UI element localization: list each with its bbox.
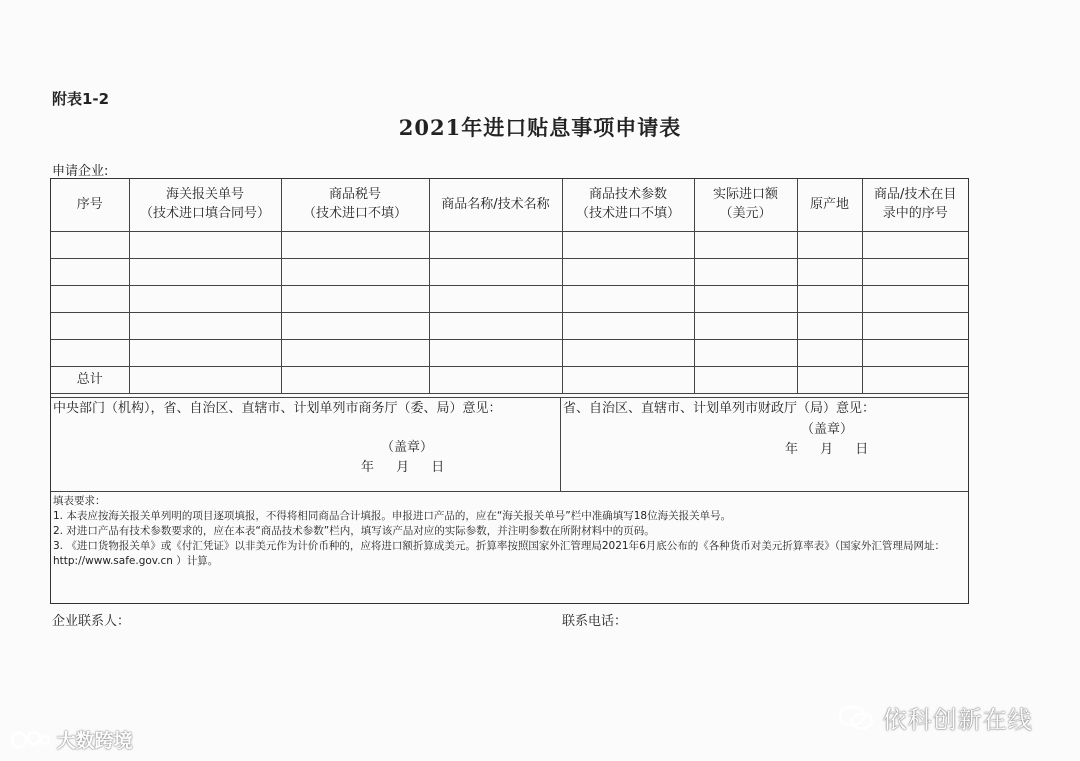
appendix-label: 附表1-2	[52, 90, 110, 108]
table-cell[interactable]	[862, 286, 968, 313]
table-cell[interactable]	[129, 313, 281, 340]
header-tech-params: 商品技术参数 （技术进口不填）	[562, 179, 694, 232]
total-row	[51, 367, 968, 394]
table-cell[interactable]	[797, 313, 862, 340]
table-cell[interactable]	[862, 367, 968, 394]
header-customs-declaration-no: 海关报关单号 （技术进口填合同号）	[129, 179, 281, 232]
table-cell[interactable]	[129, 232, 281, 259]
table-cell[interactable]	[694, 232, 797, 259]
instruction-item: 3. 《进口货物报关单》或《付汇凭证》以非美元作为计价币种的，应将进口额折算成美元。折算率按照国家外汇管理局2021年6月底公布的《各种货币对美元折算率表》（国家外汇管理局网址：http://www.safe.gov.cn ）计算。	[53, 540, 946, 567]
table-cell[interactable]	[694, 367, 797, 394]
table-cell[interactable]	[694, 313, 797, 340]
applicant-label: 申请企业:	[52, 164, 109, 179]
table-cell[interactable]	[797, 367, 862, 394]
table-row	[51, 313, 968, 340]
table-cell[interactable]	[281, 259, 429, 286]
finance-date-label: 年 月 日	[785, 442, 869, 457]
table-cell[interactable]	[51, 313, 129, 340]
total-label: 总计	[51, 367, 129, 394]
table-cell[interactable]	[281, 367, 429, 394]
opinions-section	[51, 397, 968, 492]
table-cell[interactable]	[51, 286, 129, 313]
header-catalog-no: 商品/技术在目 录中的序号	[862, 179, 968, 232]
header-origin: 原产地	[797, 179, 862, 232]
table-cell[interactable]	[281, 340, 429, 367]
header-serial-no: 序号	[51, 179, 129, 232]
header-import-amount: 实际进口额 （美元）	[694, 179, 797, 232]
finance-opinion-label: 省、自治区、直辖市、计划单列市财政厅（局）意见：	[563, 401, 876, 416]
form-title: 2021年进口贴息事项申请表	[398, 115, 682, 140]
watermark-left-text: 大数跨境	[56, 730, 133, 752]
table-cell[interactable]	[797, 232, 862, 259]
table-cell[interactable]	[429, 340, 562, 367]
table-cell[interactable]	[694, 259, 797, 286]
commerce-opinion-label: 中央部门（机构），省、自治区、直辖市、计划单列市商务厅（委、局）意见：	[53, 401, 502, 416]
table-cell[interactable]	[129, 367, 281, 394]
table-cell[interactable]	[429, 259, 562, 286]
application-form	[50, 178, 969, 604]
table-row	[51, 259, 968, 286]
commerce-seal-label: （盖章）	[381, 440, 434, 455]
watermark-right	[838, 700, 1033, 738]
table-row	[51, 232, 968, 259]
table-cell[interactable]	[281, 232, 429, 259]
table-cell[interactable]	[797, 340, 862, 367]
table-cell[interactable]	[797, 286, 862, 313]
instructions-section	[51, 491, 968, 604]
table-cell[interactable]	[562, 340, 694, 367]
table-cell[interactable]	[281, 286, 429, 313]
table-cell[interactable]	[862, 313, 968, 340]
table-cell[interactable]	[562, 286, 694, 313]
table-cell[interactable]	[429, 232, 562, 259]
watermark-logo-icon	[10, 729, 50, 754]
table-cell[interactable]	[562, 259, 694, 286]
wechat-icon	[838, 704, 874, 738]
finance-seal-label: （盖章）	[801, 422, 854, 437]
commerce-dept-opinion[interactable]	[51, 398, 561, 492]
import-items-table	[51, 179, 968, 394]
table-cell[interactable]	[129, 340, 281, 367]
table-cell[interactable]	[129, 259, 281, 286]
table-cell[interactable]	[429, 313, 562, 340]
header-tariff-code: 商品税号 （技术进口不填）	[281, 179, 429, 232]
table-cell[interactable]	[797, 259, 862, 286]
instruction-item: 2. 对进口产品有技术参数要求的，应在本表“商品技术参数”栏内，填写该产品对应的实际参数，并注明参数在所附材料中的页码。	[53, 525, 655, 537]
table-cell[interactable]	[862, 232, 968, 259]
watermark-right-text: 依科创新在线	[882, 706, 1033, 734]
table-cell[interactable]	[694, 286, 797, 313]
contact-phone-label: 联系电话：	[562, 614, 628, 629]
header-product-name: 商品名称/技术名称	[429, 179, 562, 232]
table-cell[interactable]	[562, 232, 694, 259]
watermark-left	[10, 726, 133, 754]
commerce-date-label: 年 月 日	[361, 460, 445, 475]
table-cell[interactable]	[51, 232, 129, 259]
table-cell[interactable]	[562, 313, 694, 340]
table-header-row	[51, 179, 968, 232]
table-cell[interactable]	[862, 259, 968, 286]
table-cell[interactable]	[129, 286, 281, 313]
table-row	[51, 286, 968, 313]
table-cell[interactable]	[51, 259, 129, 286]
instructions-heading: 填表要求：	[53, 495, 106, 507]
table-cell[interactable]	[51, 340, 129, 367]
instruction-item: 1. 本表应按海关报关单列明的项目逐项填报，不得将相同商品合计填报。申报进口产品的，应在“海关报关单号”栏中准确填写18位海关报关单号。	[53, 510, 732, 522]
table-cell[interactable]	[429, 286, 562, 313]
table-cell[interactable]	[429, 367, 562, 394]
finance-dept-opinion[interactable]	[561, 398, 968, 492]
table-cell[interactable]	[562, 367, 694, 394]
table-row	[51, 340, 968, 367]
table-cell[interactable]	[862, 340, 968, 367]
contact-person-label: 企业联系人：	[52, 614, 131, 629]
table-cell[interactable]	[281, 313, 429, 340]
table-cell[interactable]	[694, 340, 797, 367]
